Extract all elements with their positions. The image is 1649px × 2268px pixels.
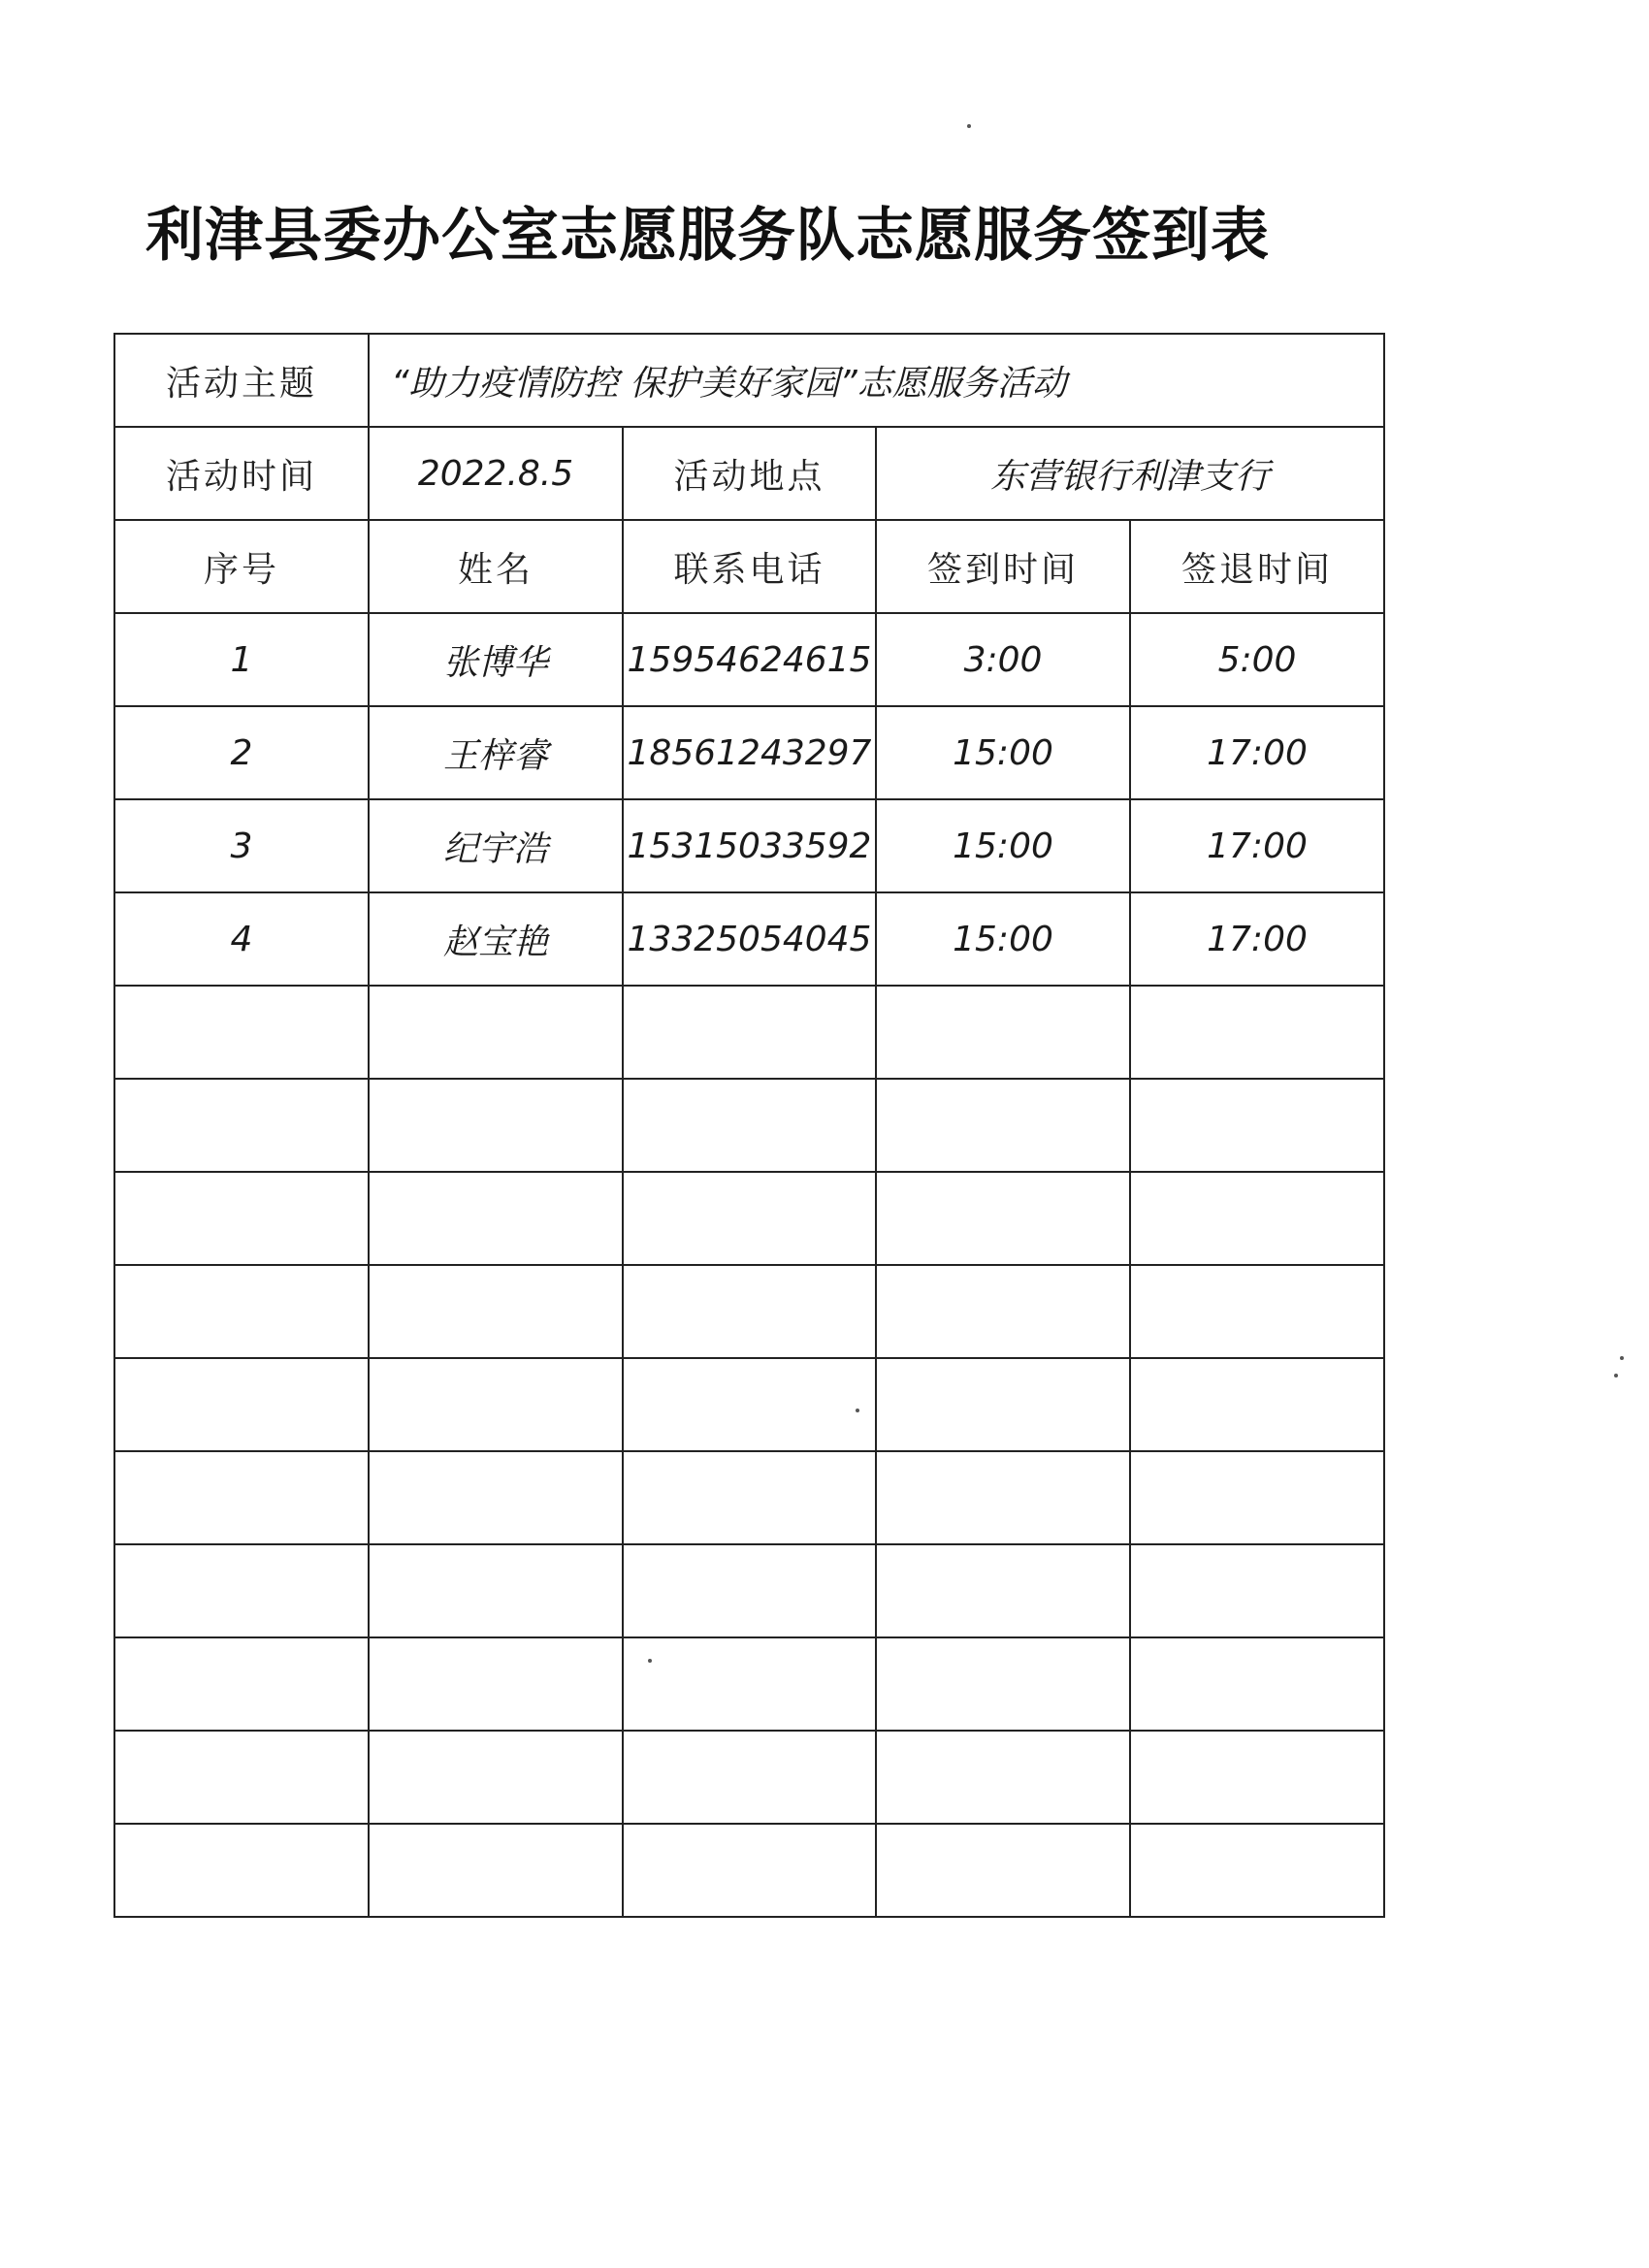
time-label: 活动时间 bbox=[114, 427, 369, 520]
empty-cell bbox=[1130, 1731, 1384, 1824]
empty-row bbox=[114, 1451, 1384, 1544]
scan-speck bbox=[1614, 1374, 1618, 1377]
empty-cell bbox=[623, 1079, 876, 1172]
empty-row bbox=[114, 1265, 1384, 1358]
empty-cell bbox=[623, 1731, 876, 1824]
row-phone: 15954624615 bbox=[623, 613, 876, 706]
empty-cell bbox=[876, 986, 1130, 1079]
row-sign-in: 15:00 bbox=[876, 706, 1130, 799]
sign-in-table bbox=[113, 333, 1385, 1918]
empty-row bbox=[114, 1544, 1384, 1637]
empty-cell bbox=[114, 1079, 369, 1172]
empty-cell bbox=[623, 986, 876, 1079]
empty-row bbox=[114, 986, 1384, 1079]
empty-cell bbox=[114, 1172, 369, 1265]
column-header-name: 姓名 bbox=[369, 520, 623, 613]
row-index: 1 bbox=[114, 613, 369, 706]
row-sign-out: 17:00 bbox=[1130, 799, 1384, 892]
empty-cell bbox=[623, 1358, 876, 1451]
empty-cell bbox=[369, 1079, 623, 1172]
table-row bbox=[114, 613, 1384, 706]
empty-cell bbox=[114, 1358, 369, 1451]
empty-row bbox=[114, 1079, 1384, 1172]
row-phone: 13325054045 bbox=[623, 892, 876, 986]
document-title: 利津县委办公室志愿服务队志愿服务签到表 bbox=[146, 202, 1270, 270]
empty-cell bbox=[369, 1824, 623, 1917]
column-header-phone: 联系电话 bbox=[623, 520, 876, 613]
empty-cell bbox=[114, 1731, 369, 1824]
empty-cell bbox=[1130, 1451, 1384, 1544]
theme-label: 活动主题 bbox=[114, 334, 369, 427]
empty-row bbox=[114, 1731, 1384, 1824]
row-index: 2 bbox=[114, 706, 369, 799]
row-name: 赵宝艳 bbox=[369, 892, 623, 986]
empty-cell bbox=[1130, 1265, 1384, 1358]
empty-cell bbox=[876, 1079, 1130, 1172]
empty-row bbox=[114, 1358, 1384, 1451]
empty-cell bbox=[114, 1265, 369, 1358]
row-sign-in: 15:00 bbox=[876, 799, 1130, 892]
time-value: 2022.8.5 bbox=[369, 427, 623, 520]
row-sign-out: 5:00 bbox=[1130, 613, 1384, 706]
row-name: 纪宇浩 bbox=[369, 799, 623, 892]
table-row bbox=[114, 706, 1384, 799]
empty-cell bbox=[876, 1451, 1130, 1544]
empty-cell bbox=[876, 1637, 1130, 1731]
empty-cell bbox=[114, 1451, 369, 1544]
empty-row bbox=[114, 1637, 1384, 1731]
empty-cell bbox=[1130, 1544, 1384, 1637]
empty-cell bbox=[623, 1451, 876, 1544]
empty-cell bbox=[876, 1358, 1130, 1451]
row-index: 4 bbox=[114, 892, 369, 986]
empty-cell bbox=[114, 1544, 369, 1637]
place-label: 活动地点 bbox=[623, 427, 876, 520]
column-header-sign-out: 签退时间 bbox=[1130, 520, 1384, 613]
scan-speck bbox=[967, 124, 971, 128]
empty-cell bbox=[876, 1824, 1130, 1917]
scan-speck bbox=[856, 1409, 859, 1412]
row-phone: 18561243297 bbox=[623, 706, 876, 799]
empty-cell bbox=[1130, 1079, 1384, 1172]
empty-cell bbox=[369, 1731, 623, 1824]
row-phone: 15315033592 bbox=[623, 799, 876, 892]
theme-value: “助力疫情防控 保护美好家园”志愿服务活动 bbox=[369, 334, 1384, 427]
empty-cell bbox=[876, 1731, 1130, 1824]
scan-speck bbox=[648, 1659, 652, 1663]
time-place-row bbox=[114, 427, 1384, 520]
empty-cell bbox=[1130, 1824, 1384, 1917]
empty-cell bbox=[369, 1544, 623, 1637]
row-name: 王梓睿 bbox=[369, 706, 623, 799]
empty-row bbox=[114, 1172, 1384, 1265]
table-row bbox=[114, 799, 1384, 892]
empty-cell bbox=[114, 1637, 369, 1731]
empty-cell bbox=[876, 1265, 1130, 1358]
place-value: 东营银行利津支行 bbox=[876, 427, 1384, 520]
column-header-index: 序号 bbox=[114, 520, 369, 613]
empty-cell bbox=[369, 1451, 623, 1544]
empty-cell bbox=[623, 1824, 876, 1917]
empty-cell bbox=[623, 1172, 876, 1265]
empty-cell bbox=[114, 986, 369, 1079]
row-name: 张博华 bbox=[369, 613, 623, 706]
scan-speck bbox=[1620, 1356, 1624, 1360]
row-sign-in: 15:00 bbox=[876, 892, 1130, 986]
empty-cell bbox=[369, 1172, 623, 1265]
empty-cell bbox=[1130, 1637, 1384, 1731]
theme-row bbox=[114, 334, 1384, 427]
empty-cell bbox=[1130, 1172, 1384, 1265]
empty-cell bbox=[623, 1637, 876, 1731]
row-sign-in: 3:00 bbox=[876, 613, 1130, 706]
empty-cell bbox=[369, 1265, 623, 1358]
row-index: 3 bbox=[114, 799, 369, 892]
column-header-sign-in: 签到时间 bbox=[876, 520, 1130, 613]
table-row bbox=[114, 892, 1384, 986]
row-sign-out: 17:00 bbox=[1130, 892, 1384, 986]
empty-cell bbox=[1130, 1358, 1384, 1451]
empty-cell bbox=[623, 1544, 876, 1637]
empty-cell bbox=[369, 1358, 623, 1451]
empty-row bbox=[114, 1824, 1384, 1917]
empty-cell bbox=[876, 1172, 1130, 1265]
empty-cell bbox=[1130, 986, 1384, 1079]
empty-cell bbox=[114, 1824, 369, 1917]
header-row bbox=[114, 520, 1384, 613]
empty-cell bbox=[369, 1637, 623, 1731]
empty-cell bbox=[369, 986, 623, 1079]
row-sign-out: 17:00 bbox=[1130, 706, 1384, 799]
empty-cell bbox=[876, 1544, 1130, 1637]
empty-cell bbox=[623, 1265, 876, 1358]
